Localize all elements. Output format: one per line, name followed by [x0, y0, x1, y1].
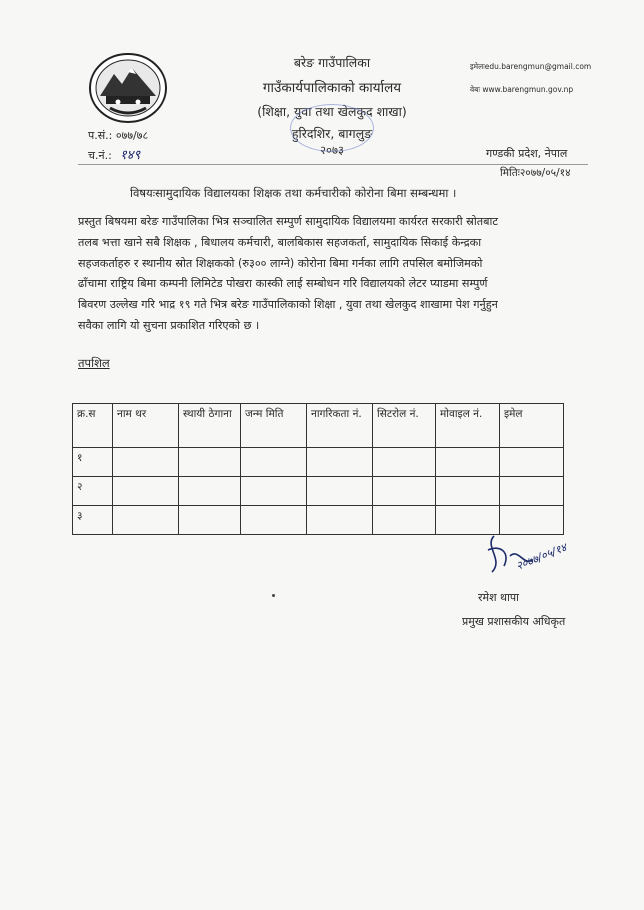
- table-row: [73, 477, 564, 506]
- row-number-cell: २: [73, 477, 113, 506]
- letter-body: प्रस्तुत बिषयमा बरेङ गाउँपालिका भित्र सञ्चालित सम्पुर्ण सामुदायिक विद्यालयमा कार्यरत सरकारी स्रोतबाट तलब भत्ता खाने सबै शिक्षक , बिधालय कर्मचारी, बालबिकास सहजकर्ता, सामुदायिक सिकाई केन्द्रका सहजकर्ताहरु र स्थानीय स्रोत शिक्षकको (रु३०० लाग्ने) कोरोना बिमा गर्नका लागि तपसिल बमोजिमको ढाँचामा राष्ट्रिय बिमा कम्पनी लिमिटेड पोखरा कास्की लाई सम्बोधन गरि विद्यालयको लेटर प्याडमा सम्पुर्ण बिवरण उल्लेख गरि भाद्र १९ गते भित्र बरेङ गाउँपालिकाको शिक्षा , युवा तथा खेलकुद शाखामा पेश गर्नुहुन सवैका लागि यो सुचना प्रकाशित गरिएको छ ।: [78, 215, 499, 332]
- table-cell: [307, 506, 373, 535]
- table-header-cell: जन्म मिति: [241, 404, 307, 448]
- header-address: हुरिदशिर, बागलुङ: [291, 126, 373, 141]
- row-number-cell: ३: [73, 506, 113, 535]
- table-cell: [436, 477, 500, 506]
- table-cell: [113, 477, 179, 506]
- table-header-row: [73, 404, 564, 448]
- table-header-cell: स्थायी ठेगाना: [179, 404, 241, 448]
- header-section-name: (शिक्षा, युवा तथा खेलकुद शाखा): [257, 104, 407, 119]
- municipality-emblem-logo: [88, 52, 168, 124]
- table-cell: [179, 448, 241, 477]
- table-cell: [500, 477, 564, 506]
- dispatch-number-label: च.नं.:: [88, 149, 112, 162]
- table-header-cell: सिटरोल नं.: [373, 404, 436, 448]
- header-office-name: गाउँकार्यपालिकाको कार्यालय: [262, 80, 402, 96]
- table-cell: [373, 477, 436, 506]
- table-header-cell: मोवाइल नं.: [436, 404, 500, 448]
- signer-title: प्रमुख प्रशासकीय अधिकृत: [462, 615, 566, 628]
- table-row: [73, 448, 564, 477]
- table-cell: [113, 506, 179, 535]
- table-header-cell: इमेल: [500, 404, 564, 448]
- header-website: वेबः www.barengmun.gov.np: [470, 85, 574, 94]
- header-province: गण्डकी प्रदेश, नेपाल: [486, 147, 568, 160]
- table-cell: [500, 448, 564, 477]
- table-cell: [113, 448, 179, 477]
- table-cell: [307, 448, 373, 477]
- office-stamp: [290, 104, 374, 152]
- header-divider: [78, 164, 588, 165]
- header-year: २०७३: [320, 143, 344, 157]
- table-cell: [436, 448, 500, 477]
- dispatch-number-value: १४९: [120, 148, 141, 163]
- table-cell: [241, 448, 307, 477]
- table-cell: [307, 477, 373, 506]
- details-table: [72, 403, 564, 535]
- table-cell: [241, 506, 307, 535]
- table-cell: [179, 506, 241, 535]
- table-header-cell: नाम थर: [113, 404, 179, 448]
- row-number-cell: १: [73, 448, 113, 477]
- ink-dot: [272, 594, 275, 597]
- signer-name: रमेश थापा: [478, 591, 520, 604]
- letter-subject: विषयःसामुदायिक विद्यालयका शिक्षक तथा कर्मचारीको कोरोना बिमा सम्बन्धमा ।: [130, 186, 457, 200]
- table-cell: [373, 448, 436, 477]
- signature-scrawl: [474, 526, 598, 582]
- signature-date: २०७७/०५/१४: [514, 540, 569, 573]
- details-heading: तपशिल: [78, 356, 110, 370]
- table-header-cell: क्र.स: [73, 404, 113, 448]
- table-cell: [179, 477, 241, 506]
- letter-date: मितिः२०७७/०५/१४: [500, 167, 571, 179]
- table-cell: [241, 477, 307, 506]
- table-header-cell: नागरिकता नं.: [307, 404, 373, 448]
- header-email: इमेलःedu.barengmun@gmail.com: [470, 62, 592, 71]
- table-cell: [373, 506, 436, 535]
- header-municipality-name: बरेङ गाउँपालिका: [293, 55, 371, 70]
- reference-number: प.सं.: ०७७/७८: [88, 129, 149, 142]
